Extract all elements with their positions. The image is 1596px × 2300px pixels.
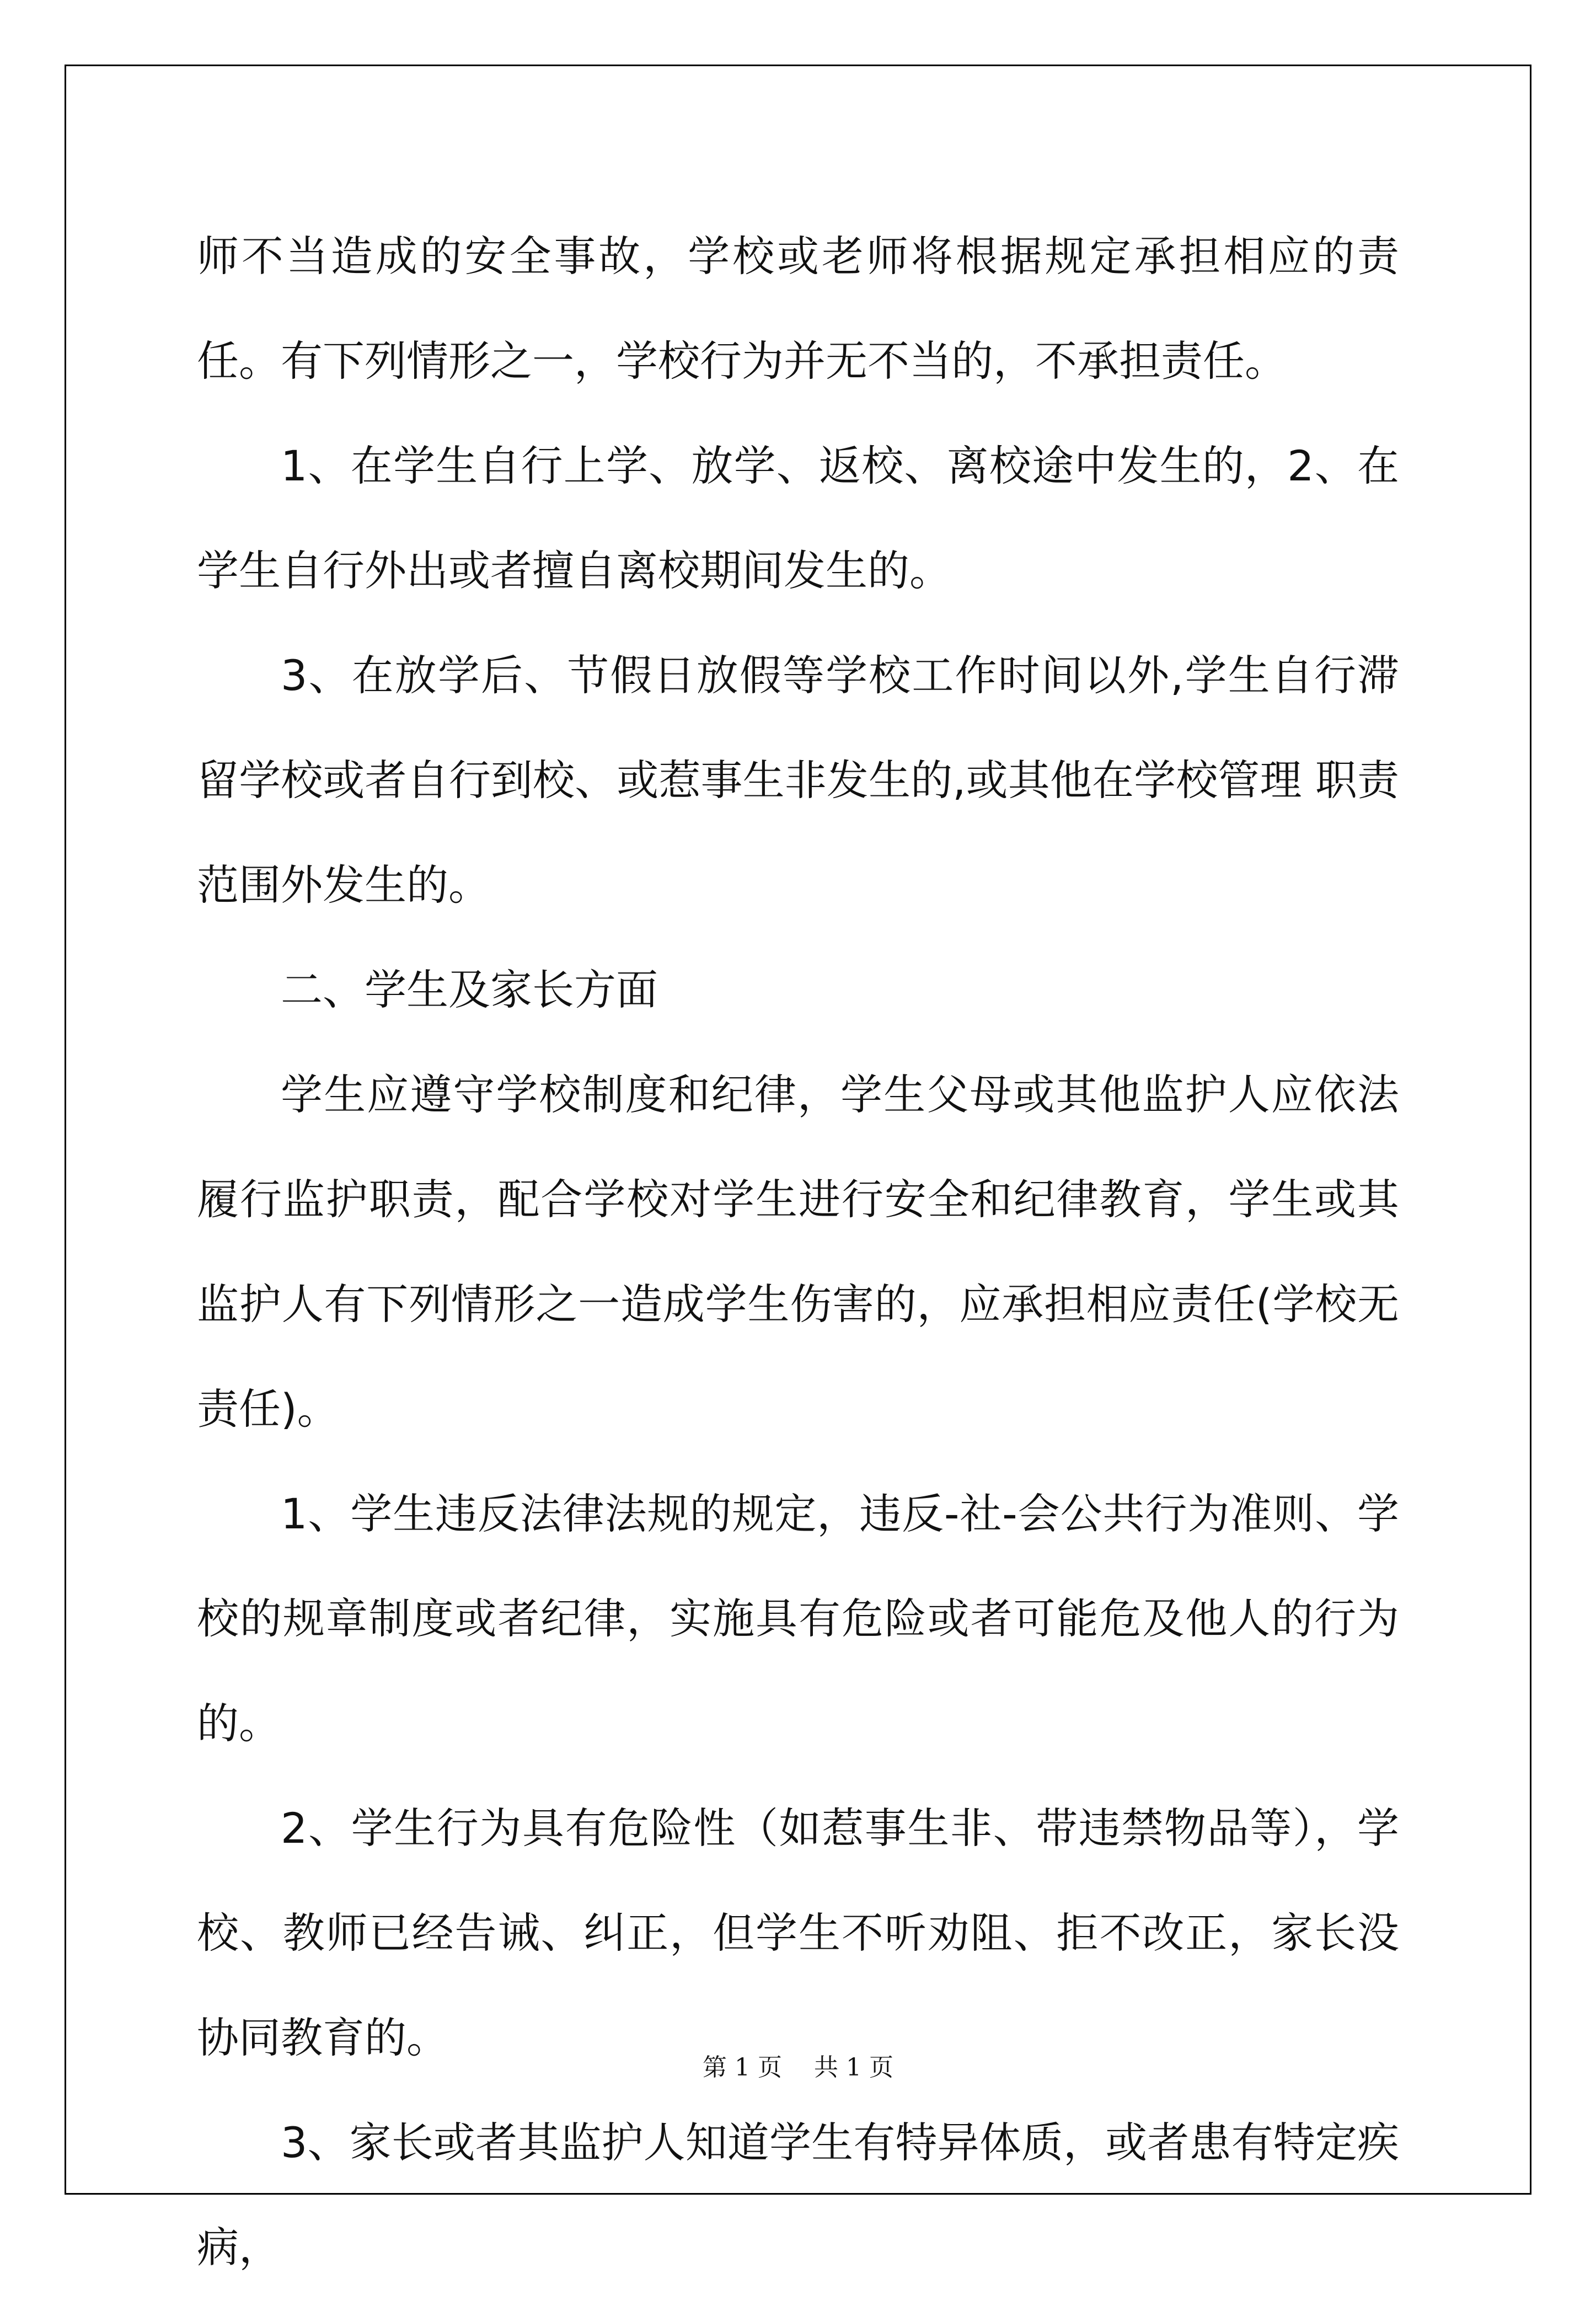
document-body (197, 204, 1399, 2300)
page-number: 第 1 页 共 1 页 (703, 2053, 893, 2082)
paragraph: 2、学生行为具有危险性（如惹事生非、带违禁物品等），学校、教师已经告诫、纠正，但学生不听劝阻、拒不改正，家长没协同教育的。 (197, 1804, 1399, 2062)
paragraph: 师不当造成的安全事故，学校或老师将根据规定承担相应的责任。有下列情形之一，学校行为并无不当的，不承担责任。 (197, 232, 1399, 386)
paragraph: 学生应遵守学校制度和纪律，学生父母或其他监护人应依法履行监护职责，配合学校对学生进行安全和纪律教育，学生或其监护人有下列情形之一造成学生伤害的，应承担相应责任(学校无责任)。 (197, 1070, 1399, 1434)
paragraph: 3、在放学后、节假日放假等学校工作时间以外,学生自行滞留学校或者自行到校、或惹事生非发生的,或其他在学校管理 职责范围外发生的。 (197, 651, 1399, 910)
paragraph: 3、家长或者其监护人知道学生有特异体质，或者患有特定疾病， (197, 2118, 1399, 2272)
section-heading: 二、学生及家长方面 (281, 965, 658, 1014)
paragraph: 1、学生违反法律法规的规定，违反-社-会公共行为准则、学校的规章制度或者纪律，实施具有危险或者可能危及他人的行为的。 (197, 1489, 1399, 1748)
paragraph: 1、在学生自行上学、放学、返校、离校途中发生的，2、在学生自行外出或者擅自离校期间发生的。 (197, 441, 1399, 595)
